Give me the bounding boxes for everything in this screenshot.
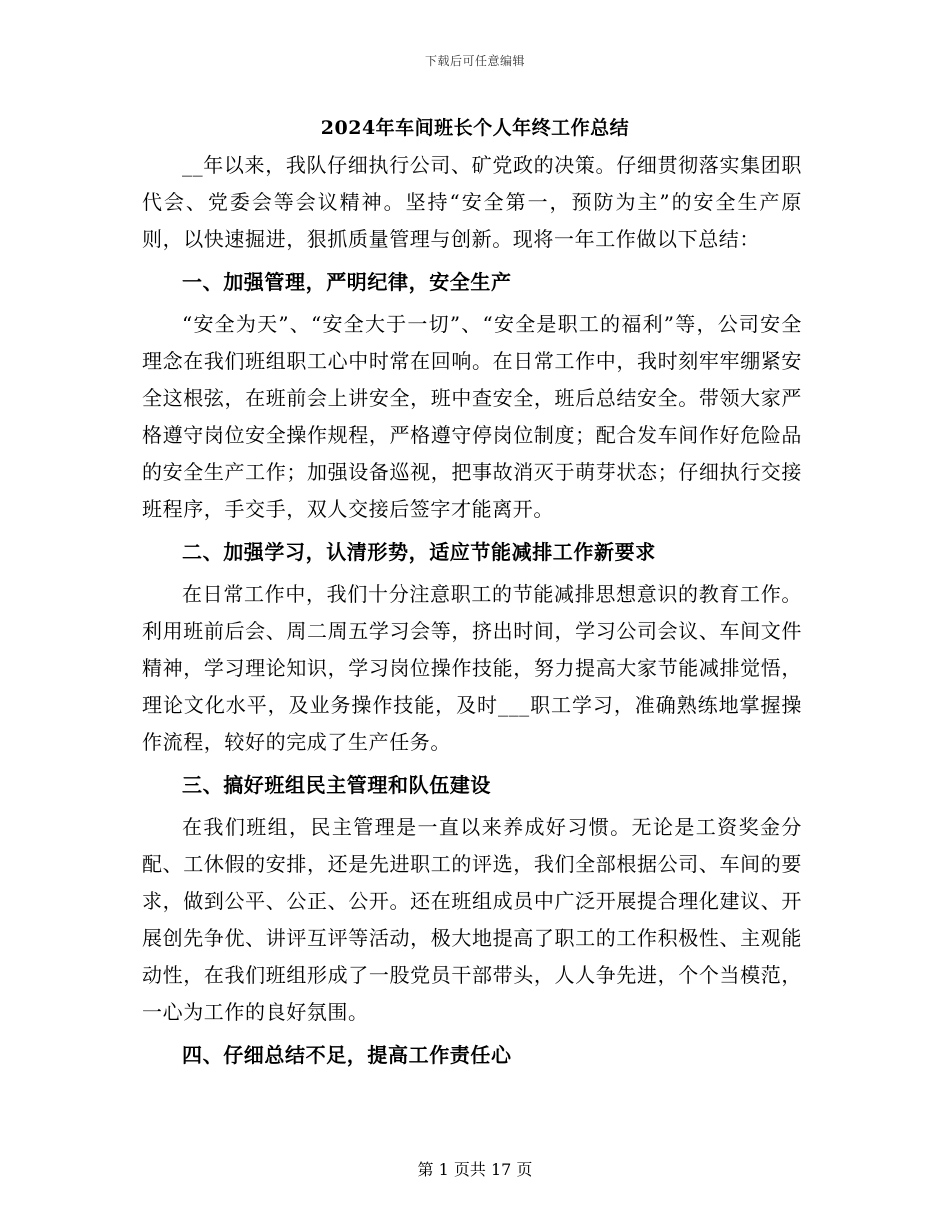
section-2-paragraph: 在日常工作中，我们十分注意职工的节能减排思想意识的教育工作。利用班前后会、周二周五学习会等，挤出时间，学习公司会议、车间文件精神，学习理论知识，学习岗位操作技能，努力提高大家节能减排觉悟，理论文化水平，及业务操作技能，及时___职工学习，准确熟练地掌握操作流程，较好的完成了生产任务。: [142, 582, 802, 754]
section-3-heading: 三、搞好班组民主管理和队伍建设: [182, 772, 491, 797]
page-number-footer: 第 1 页共 17 页: [417, 1160, 533, 1179]
section-2-heading: 二、加强学习，认清形势，适应节能减排工作新要求: [182, 539, 656, 564]
document-title: 2024年车间班长个人年终工作总结: [320, 117, 630, 139]
section-4-heading: 四、仔细总结不足，提高工作责任心: [182, 1042, 512, 1067]
section-1-paragraph: “安全为天”、“安全大于一切”、“安全是职工的福利”等，公司安全理念在我们班组职工心中时常在回响。在日常工作中，我时刻牢牢绷紧安全这根弦，在班前会上讲安全，班中查安全，班后总结安全。带领大家严格遵守岗位安全操作规程，严格遵守停岗位制度；配合发车间作好危险品的安全生产工作；加强设备巡视，把事故消灭于萌芽状态；仔细执行交接班程序，手交手，双人交接后签字才能离开。: [142, 312, 802, 521]
intro-paragraph: __年以来，我队仔细执行公司、矿党政的决策。仔细贯彻落实集团职代会、党委会等会议精神。坚持“安全第一，预防为主”的安全生产原则，以快速掘进，狠抓质量管理与创新。现将一年工作做以下总结：: [142, 153, 802, 251]
section-3-paragraph: 在我们班组，民主管理是一直以来养成好习惯。无论是工资奖金分配、工休假的安排，还是先进职工的评选，我们全部根据公司、车间的要求，做到公平、公正、公开。还在班组成员中广泛开展提合理化建议、开展创先争优、讲评互评等活动，极大地提高了职工的工作积极性、主观能动性，在我们班组形成了一股党员干部带头，人人争先进，个个当模范，一心为工作的良好氛围。: [142, 815, 802, 1024]
page-header-note: 下载后可任意编辑: [424, 54, 525, 68]
section-1-heading: 一、加强管理，严明纪律，安全生产: [182, 269, 512, 294]
document-body: [142, 147, 802, 1079]
